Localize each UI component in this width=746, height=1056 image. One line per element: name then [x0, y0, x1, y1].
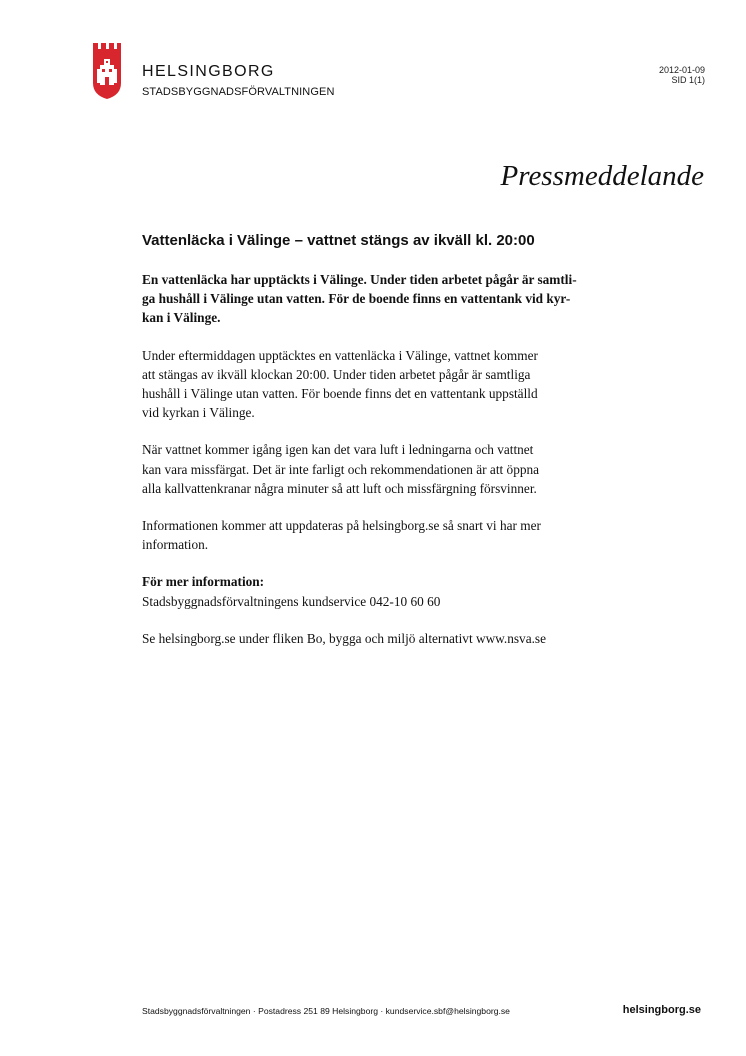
- body-paragraph-2: [142, 440, 612, 498]
- lead-paragraph: [142, 270, 612, 328]
- page-number: SID 1(1): [671, 75, 705, 85]
- body-line: vid kyrkan i Välinge.: [142, 405, 255, 421]
- body-line: alla kallvattenkranar några minuter så att luft och missfärgning försvinner.: [142, 480, 537, 496]
- helsingborg-crest-icon: [92, 43, 122, 99]
- document-meta: [659, 65, 705, 85]
- lead-line: ga hushåll i Välinge utan vatten. För de boende finns en vattentank vid kyr-: [142, 291, 571, 307]
- footer-address: Stadsbyggnadsförvaltningen · Postadress 251 89 Helsingborg · kundservice.sbf@helsingborg.se: [142, 1006, 510, 1016]
- closing-paragraph: [142, 629, 612, 648]
- contact-heading: För mer information:: [142, 574, 265, 590]
- body-line: information.: [142, 537, 209, 553]
- document-date: 2012-01-09: [658, 65, 705, 75]
- contact-phone-line: Stadsbyggnadsförvaltningens kundservice 042-10 60 60: [142, 593, 441, 609]
- body-line: Informationen kommer att uppdateras på helsingborg.se så snart vi har mer: [142, 518, 541, 534]
- body-line: kan vara missfärgat. Det är inte farligt och rekommendationen är att öppna: [142, 461, 540, 477]
- body-paragraph-1: [142, 346, 612, 423]
- org-department: STADSBYGGNADSFÖRVALTNINGEN: [142, 86, 335, 98]
- closing-line: Se helsingborg.se under fliken Bo, bygga och miljö alternativt www.nsva.se: [142, 630, 547, 646]
- contact-section: [142, 572, 612, 610]
- footer-website: helsingborg.se: [622, 1004, 701, 1016]
- body-paragraph-3: [142, 516, 612, 554]
- document-type-title: Pressmeddelande: [500, 160, 704, 192]
- press-release-body: [142, 270, 612, 666]
- body-line: Under eftermiddagen upptäcktes en vattenläcka i Välinge, vattnet kommer: [142, 347, 538, 363]
- press-release-headline: Vattenläcka i Välinge – vattnet stängs av ikväll kl. 20:00: [142, 232, 535, 249]
- lead-line: kan i Välinge.: [142, 310, 221, 326]
- body-line: När vattnet kommer igång igen kan det vara luft i ledningarna och vattnet: [142, 442, 534, 458]
- body-line: att stängas av ikväll klockan 20:00. Under tiden arbetet pågår är samtliga: [142, 366, 531, 382]
- body-line: hushåll i Välinge utan vatten. För boende finns det en vattentank uppställd: [142, 386, 538, 402]
- org-name: HELSINGBORG: [142, 63, 275, 80]
- lead-line: En vattenläcka har upptäckts i Välinge. Under tiden arbetet pågår är samtli-: [142, 272, 577, 287]
